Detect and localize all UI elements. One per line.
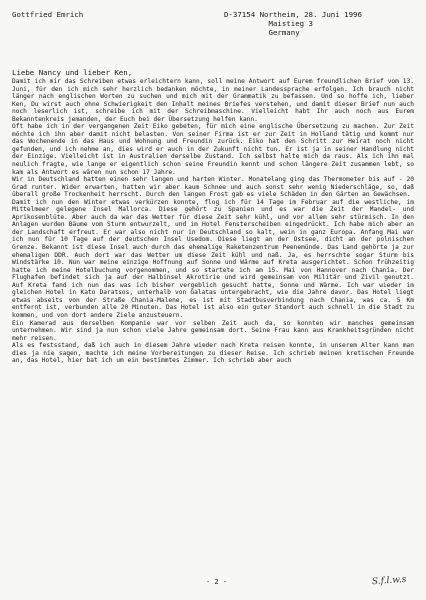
sender-name: Gottfried Emrich <box>12 10 84 19</box>
address-line: Maistieg 3 <box>224 19 313 28</box>
body-paragraph: Ein Kamerad aus derselben Kompanie war vor selben Zeit auch da, so konnten wir manches gemeinsam unternehmen. Wir sind ja nun schon viele Jahre gemeinsam dort. Seine Frau kann aus Krankheitsgründen nicht mehr reisen. <box>12 319 414 342</box>
page-number: - 2 - <box>206 578 228 586</box>
letter-footer <box>0 574 426 594</box>
address-line: D-37154 Northeim, 28. Juni 1996 <box>224 10 362 19</box>
sender-address <box>224 10 362 37</box>
body-paragraph: Oft habe ich in der vergangenen Zeit Eiko gebeten, für mich eine englische Übersetzung zu machen. Zur Zeit möchte ich ihn aber damit nicht belasten. Von seiner Firma ist er zur Zeit in Holland tätig und kommt nur das Wochenende in das Haus und Wohnung und Freundin zurück. Eiko hat den Schritt zur Heirat noch nicht gefunden, und ich nehme an, dies wird er auch in der Zukunft nicht tun. Er ist ja in seiner Handlung nicht der Einzige. Vielleicht ist in Australien derselbe Zustand. Ich selbst halte mich da raus. Als ich ihn mal neulich fragte, wie lange er eigentlich schon seine Freundin kennt und schon längere Zeit zusammen lebt, so kam als Antwort es wären nun schon 17 Jahre. <box>12 123 414 176</box>
letter-body <box>12 78 414 365</box>
body-paragraph: Damit ich mir das Schreiben etwas erleichtern kann, soll meine Antwort auf Eurem freundlichen Brief vom 13. Juni, für den ich mich sehr herzlich bedanken möchte, in meiner Landessprache erfolgen. Ich brauch nicht länger nach englischen Worten zu suchen und mich mit der Grammatik zu befassen. Und so hoffe ich, lieber Ken, Du wirst auch ohne Schwierigkeit den Inhalt meines Briefes verstehen, und damit dieser Brief nun auch noch leserlich ist, schreibe ich mit der Schreibmaschine. Vielleicht habt Ihr auch noch aus Eurem Bekanntenkreis jemanden, der Euch bei der Übersetzung helfen kann. <box>12 78 414 123</box>
handwritten-signature: S.f.l.w.s <box>371 574 407 588</box>
body-paragraph: Damit ich nun den Winter etwas verkürzen konnte, flog ich für 14 Tage im Februar auf die westliche, im Mittelmeer gelegene Insel Mallorca. Diese gehört zu Spanien und es war die Zeit der Mandel- und Aprikosenblüte. Aber auch da war das Wetter für diese Zeit sehr kühl, und vor allem sehr stürmisch. In den Anlagen wurden Bäume vom Sturm entwurzelt, und im Hotel Fensterscheiben eingedrückt. Ich habe mich aber an der Landschaft erfreut. Er war also nicht nur in Deutschland so kalt, wein in ganz Europa. Anfang Mai war ich nun für 10 Tage auf der deutschen Insel Usedom. Diese liegt an der Ostsee, dicht an der polnischen Grenze. Bekannt ist diese Insel auch durch das ehemalige Raketenzentrum Peenemünde. Das Land gehörte ja zur ehemaligen DDR. Auch dort war das Wetter um diese Zeit kühl und naß. Ja, es herrschte sogar Sturm bis Windstärke 10. Nun war meine einzige Hoffnung auf Sonne und Wärme auf Kreta ausgerichtet. Schon frühzeitig hatte ich meine Hotelbuchung vorgenommen, und so startete ich am 15. Mai von Hannover nach Chania. Der Flughafen befindet sich ja auf der Halbinsel Akrotirie und wird gemeinsam von Militär und Zivil genutzt. Auf Kreta fand ich nun das was ich bisher vergeblich gesucht hatte, Sonne und Wärme. Ich war wieder im gleichen Hotel in Kato Daratsos, unterhalb von Galatas untergebracht, wie die Jahre davor. Das Hotel liegt etwas abseits von der Straße Chania-Malene, es ist mit Stadtbusverbindung nach Chania, was ca. 5 Km entfernt ist, verbunden alle 20 Minuten. Das Hotel ist also ein guter Standort auch schnell in die Stadt zu kommen, und von dort andere Ziele anzusteuern. <box>12 198 414 319</box>
address-line: Germany <box>224 28 300 37</box>
letter-header <box>12 10 414 68</box>
body-paragraph: Als es festsstand, daß ich auch in diesem Jahre wieder nach Kreta reisen konnte, in unserem Alter kann man dies ja nie sagen, machte ich meine Vorbereitungen zu dieser Reise. Ich schrieb meinen kretischen Freunde an, das Hotel, hier bat ich um ein bestimmtes Zimmer. Ich schrieb aber auch <box>12 342 414 365</box>
salutation: Liebe Nancy und lieber Ken, <box>12 68 133 77</box>
body-paragraph: Wir in Deutschland hatten einen sehr langen und harten Winter. Monatelang ging das Thermometer bis auf - 20 Grad runter. Wider erwarten, hatten wir aber kaum Schnee und auch sonst sehr wenig Niederschläge, so, daß überall große Trockenheit herrscht. Durch den langen Frost gab es viele Schäden in den Gärten an Gewächsen. <box>12 176 414 199</box>
